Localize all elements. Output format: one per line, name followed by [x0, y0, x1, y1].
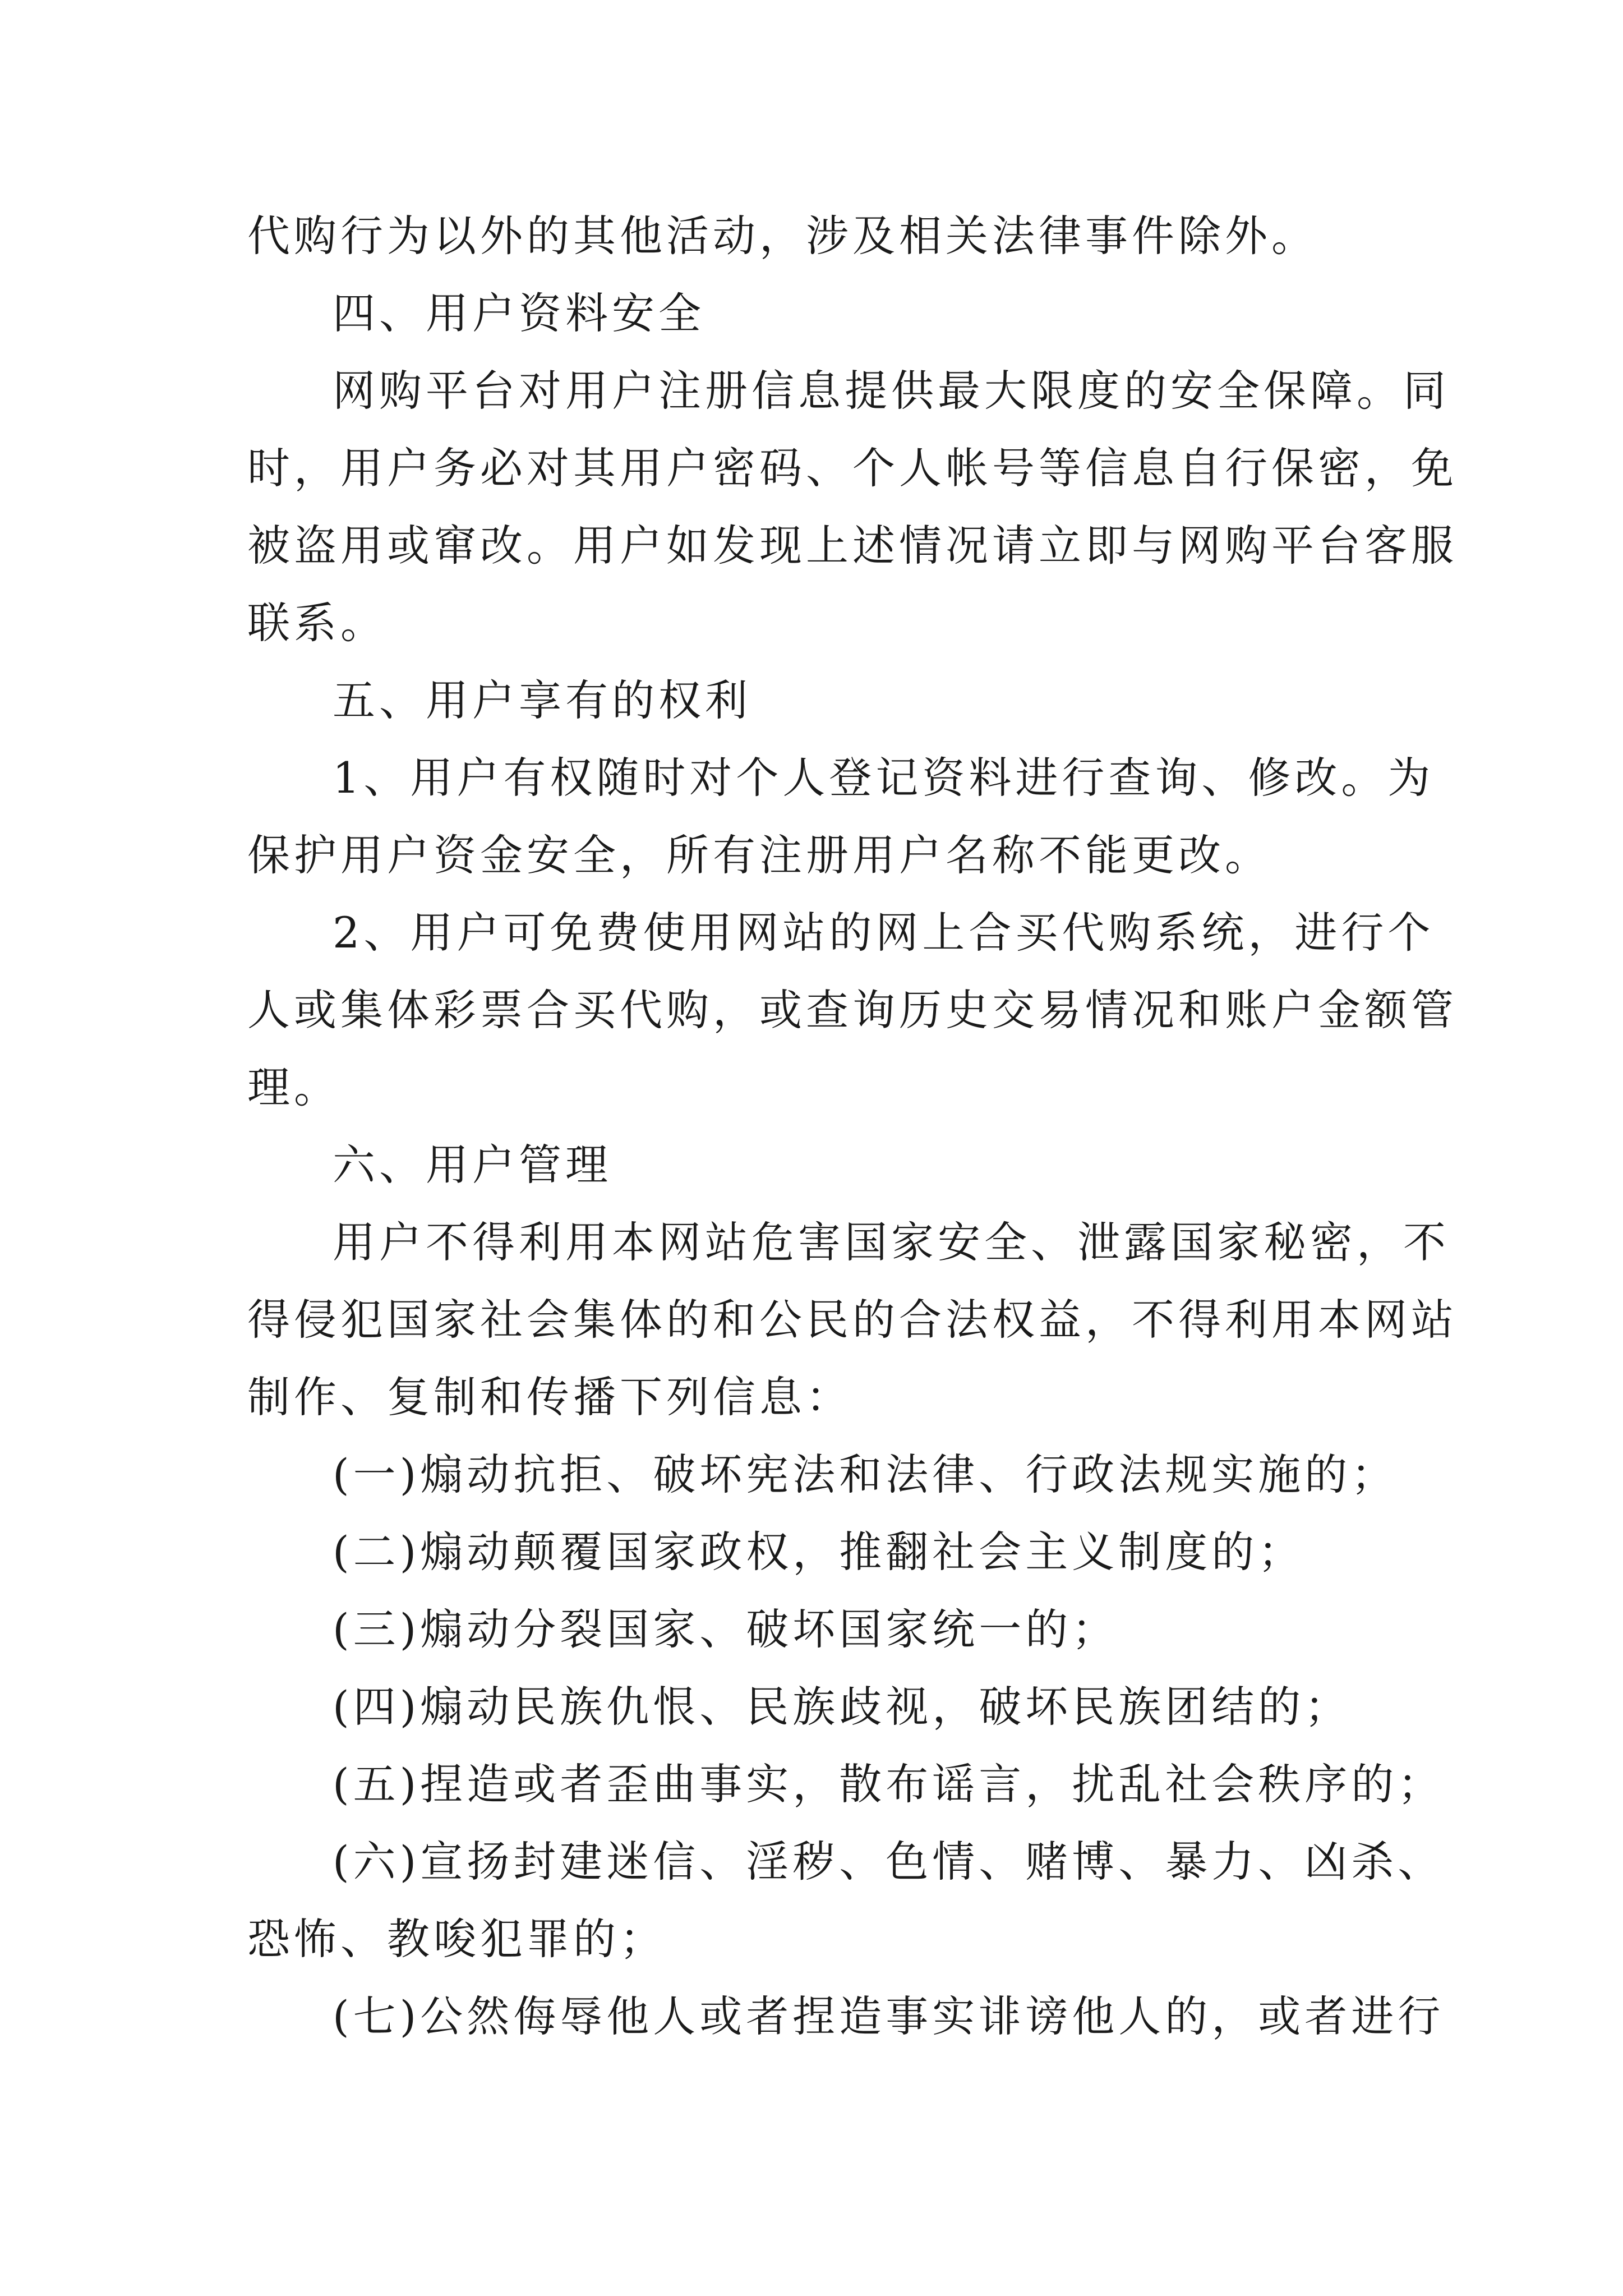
- text-line: 制作、复制和传播下列信息：: [247, 1372, 852, 1422]
- list-item: (四)煽动民族仇恨、民族歧视，破坏民族团结的；: [333, 1682, 1352, 1732]
- list-item: (一)煽动抗拒、破坏宪法和法律、行政法规实施的；: [333, 1450, 1398, 1499]
- section-heading-user-data-security: 四、用户资料安全: [333, 288, 705, 338]
- section-heading-user-rights: 五、用户享有的权利: [333, 675, 751, 725]
- text-line: 1、用户有权随时对个人登记资料进行查询、修改。为: [333, 753, 1435, 803]
- text-line: 被盗用或窜改。用户如发现上述情况请立即与网购平台客服: [247, 521, 1458, 570]
- document-body: [247, 197, 1458, 2055]
- text-line: 理。: [247, 1062, 340, 1112]
- text-line: 恐怖、教唆犯罪的；: [247, 1914, 666, 1964]
- text-line: 保护用户资金安全，所有注册用户名称不能更改。: [247, 830, 1271, 880]
- text-line: 得侵犯国家社会集体的和公民的合法权益，不得利用本网站: [247, 1295, 1458, 1345]
- list-item: (七)公然侮辱他人或者捏造事实诽谤他人的，或者进行: [333, 1991, 1445, 2041]
- list-item: (五)捏造或者歪曲事实，散布谣言，扰乱社会秩序的；: [333, 1759, 1445, 1809]
- list-item: (三)煽动分裂国家、破坏国家统一的；: [333, 1604, 1119, 1654]
- section-heading-user-management: 六、用户管理: [333, 1140, 612, 1190]
- text-line: 联系。: [247, 598, 387, 648]
- text-line: 时，用户务必对其用户密码、个人帐号等信息自行保密，免: [247, 443, 1458, 493]
- text-line: 网购平台对用户注册信息提供最大限度的安全保障。同: [333, 366, 1450, 416]
- text-line: 用户不得利用本网站危害国家安全、泄露国家秘密，不: [333, 1217, 1450, 1267]
- list-item: (六)宣扬封建迷信、淫秽、色情、赌博、暴力、凶杀、: [333, 1837, 1445, 1887]
- text-line: 代购行为以外的其他活动，涉及相关法律事件除外。: [247, 211, 1318, 261]
- text-line: 人或集体彩票合买代购，或查询历史交易情况和账户金额管: [247, 985, 1458, 1035]
- list-item: (二)煽动颠覆国家政权，推翻社会主义制度的；: [333, 1527, 1305, 1577]
- text-line: 2、用户可免费使用网站的网上合买代购系统，进行个: [333, 908, 1435, 958]
